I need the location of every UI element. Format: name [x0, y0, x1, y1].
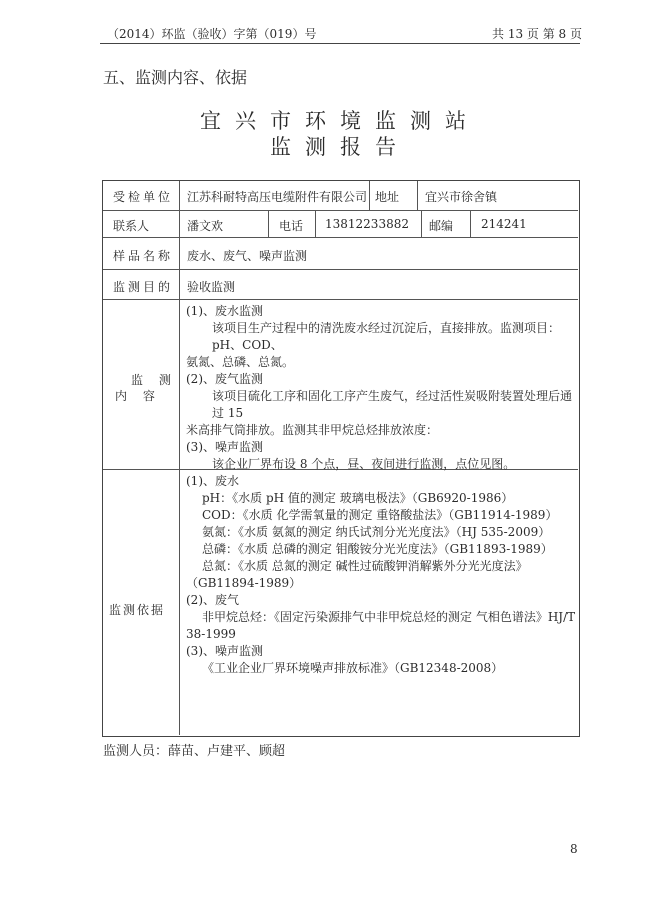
content-line: 米高排气筒排放。监测其非甲烷总烃排放浓度： — [186, 423, 439, 437]
client-value: 江苏科耐特高压电缆附件有限公司 — [187, 190, 367, 204]
contact-value: 潘文欢 — [187, 219, 224, 233]
basis-line: （GB11894-1989） — [186, 576, 302, 590]
basis-line: (2)、废气 — [186, 593, 239, 607]
content-line: (3)、噪声监测 — [186, 440, 263, 454]
basis-line: (1)、废水 — [186, 474, 239, 488]
sample-label: 样品名称 — [113, 249, 174, 263]
row-divider — [103, 299, 578, 300]
column-divider — [268, 210, 269, 237]
content-label-line1: 监 测 — [131, 373, 177, 387]
basis-line: 《工业企业厂界环境噪声排放标准》（GB12348-2008） — [202, 661, 504, 675]
address-value: 宜兴市徐舍镇 — [425, 190, 498, 204]
page-info: 共 13 页 第 8 页 — [492, 27, 582, 41]
content-line: (2)、废气监测 — [186, 372, 263, 386]
purpose-label: 监测目的 — [113, 280, 174, 294]
header-divider — [100, 43, 580, 44]
basis-line: 总氮：《水质 总氮的测定 碱性过硫酸钾消解紫外分光光度法》 — [202, 559, 528, 573]
section-title: 五、监测内容、依据 — [103, 68, 248, 87]
row-divider — [103, 269, 578, 270]
basis-line: 总磷：《水质 总磷的测定 钼酸铵分光光度法》（GB11893-1989） — [202, 542, 553, 556]
phone-label: 电话 — [279, 219, 304, 233]
column-divider — [369, 181, 370, 210]
basis-line: 氨氮：《水质 氨氮的测定 纳氏试剂分光光度法》（HJ 535-2009） — [202, 525, 551, 539]
column-divider — [470, 210, 471, 237]
postcode-label: 邮编 — [429, 219, 454, 233]
content-line: 该项目硫化工序和固化工序产生废气，经过活性炭吸附装置处理后通过 15 — [212, 389, 573, 420]
report-table — [102, 180, 580, 737]
label-column-divider — [179, 181, 180, 735]
column-divider — [421, 210, 422, 237]
column-divider — [417, 181, 418, 210]
content-line: 该项目生产过程中的清洗废水经过沉淀后，直接排放。监测项目：pH、COD、 — [212, 321, 561, 352]
client-label: 受检单位 — [113, 190, 174, 204]
monitoring-content — [186, 303, 576, 473]
content-line: 氨氮、总磷、总氮。 — [186, 355, 295, 369]
report-title-report: 监测报告 — [270, 135, 410, 159]
phone-value: 13812233882 — [325, 217, 409, 231]
basis-label: 监测依据 — [109, 603, 166, 617]
page-number: 8 — [570, 842, 578, 856]
monitoring-personnel: 监测人员：薛苗、卢建平、顾超 — [103, 744, 286, 759]
sample-value: 废水、废气、噪声监测 — [187, 249, 308, 263]
report-title-station: 宜兴市环境监测站 — [200, 109, 480, 133]
basis-line: 38-1999 — [186, 627, 236, 641]
content-label-line2: 内 容 — [115, 389, 161, 403]
address-label: 地址 — [375, 190, 400, 204]
monitoring-basis — [186, 473, 576, 677]
content-line: (1)、废水监测 — [186, 304, 263, 318]
postcode-value: 214241 — [481, 217, 527, 231]
row-divider — [103, 210, 578, 211]
column-divider — [315, 210, 316, 237]
contact-label: 联系人 — [113, 219, 150, 233]
basis-line: COD：《水质 化学需氧量的测定 重铬酸盐法》（GB11914-1989） — [202, 508, 558, 522]
purpose-value: 验收监测 — [187, 280, 236, 294]
content-line: 该企业厂界布设 8 个点，昼、夜间进行监测，点位见图。 — [212, 457, 516, 471]
document-number: （2014）环监（验收）字第（019）号 — [107, 27, 317, 41]
basis-line: pH：《水质 pH 值的测定 玻璃电极法》（GB6920-1986） — [202, 491, 514, 505]
basis-line: (3)、噪声监测 — [186, 644, 263, 658]
row-divider — [103, 237, 578, 238]
basis-line: 非甲烷总烃：《固定污染源排气中非甲烷总烃的测定 气相色谱法》HJ/T — [202, 610, 576, 624]
